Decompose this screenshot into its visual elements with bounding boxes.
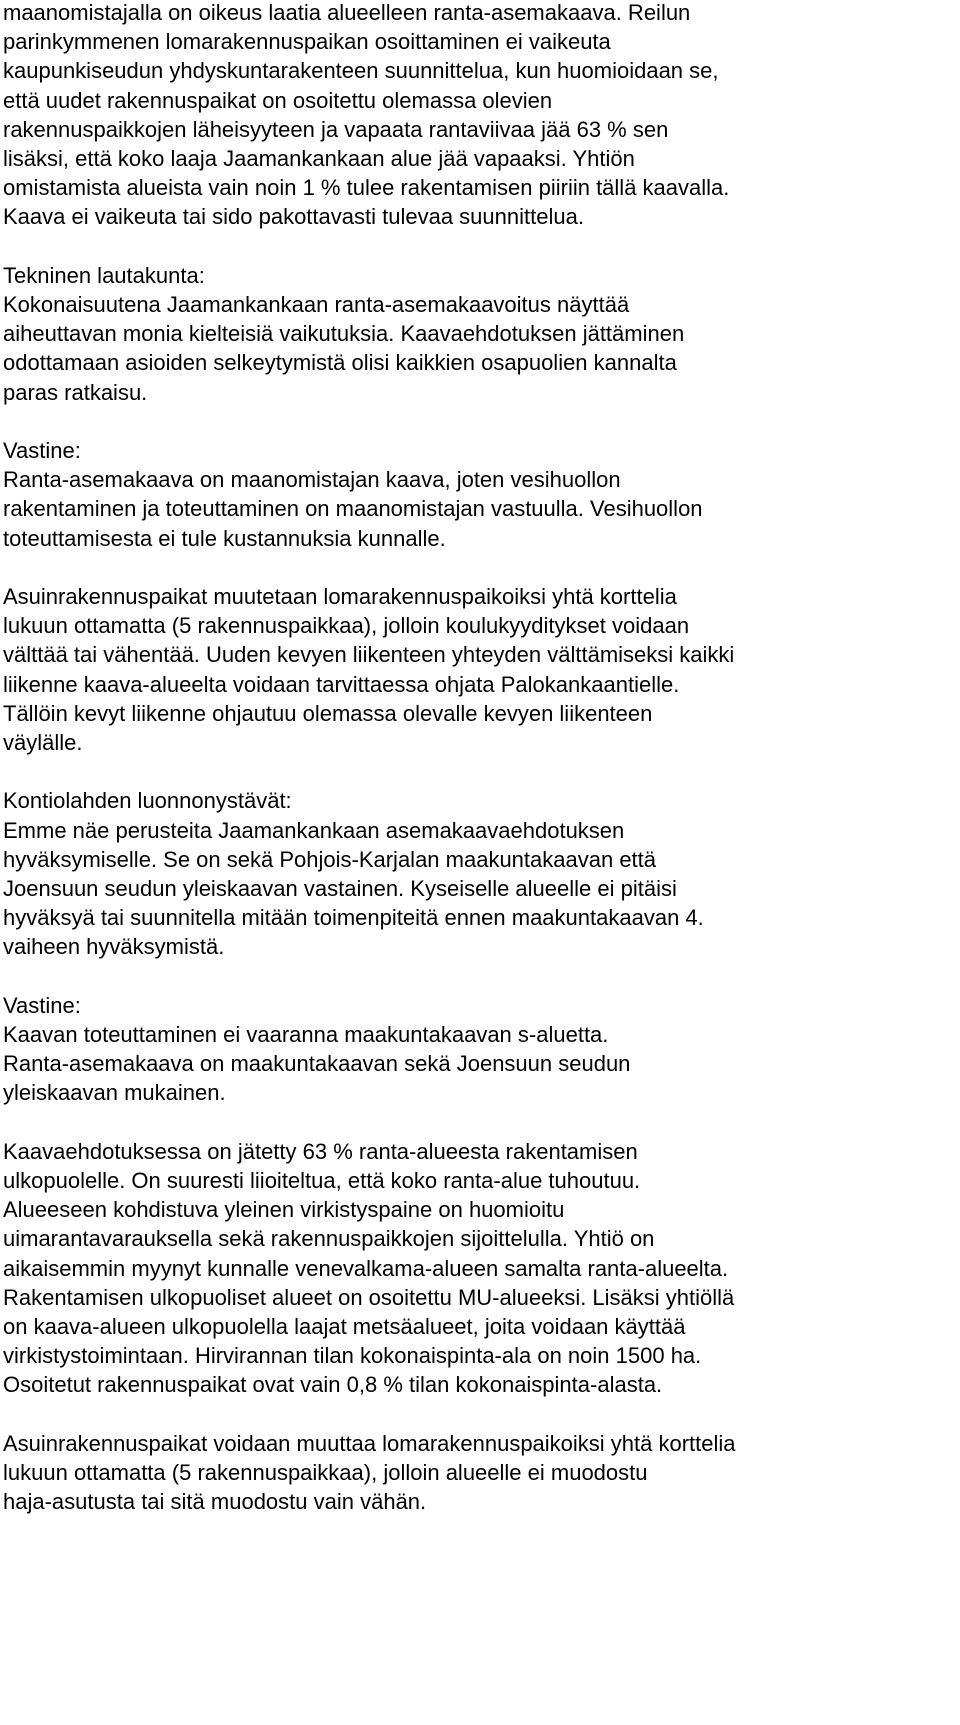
text-line: Asuinrakennuspaikat voidaan muuttaa lomarakennuspaikoiksi yhtä korttelia [3,1430,736,1456]
text-line: ulkopuolelle. On suuresti liioiteltua, että koko ranta-alue tuhoutuu. [3,1168,641,1194]
text-line: Kokonaisuutena Jaamankankaan ranta-asemakaavoitus näyttää [3,292,630,318]
text-line: vaiheen hyväksymistä. [3,934,225,960]
paragraph-section [0,786,960,961]
text-line: Rakentamisen ulkopuoliset alueet on osoitettu MU-alueeksi. Lisäksi yhtiöllä [3,1284,735,1310]
paragraph-section [0,1137,960,1400]
section-heading: Tekninen lautakunta: [3,262,205,288]
text-line: lukuun ottamatta (5 rakennuspaikkaa), jolloin alueelle ei muodostu [3,1460,648,1486]
text-line: väylälle. [3,730,83,756]
text-line: rakennuspaikkojen läheisyyteen ja vapaata rantaviivaa jää 63 % sen [3,116,669,142]
text-line: lisäksi, että koko laaja Jaamankankaan alue jää vapaaksi. Yhtiön [3,146,635,172]
text-line: aiheuttavan monia kielteisiä vaikutuksia. Kaavaehdotuksen jättäminen [3,321,685,347]
paragraph-section [0,1429,960,1517]
text-line: Alueeseen kohdistuva yleinen virkistyspaine on huomioitu [3,1197,565,1223]
text-line: yleiskaavan mukainen. [3,1080,226,1106]
text-line: virkistystoimintaan. Hirvirannan tilan kokonaispinta-ala on noin 1500 ha. [3,1343,702,1369]
text-line: paras ratkaisu. [3,379,148,405]
text-line: odottamaan asioiden selkeytymistä olisi kaikkien osapuolien kannalta [3,350,677,376]
text-line: Kaavan toteuttaminen ei vaaranna maakuntakaavan s-aluetta. [3,1022,609,1048]
section-heading: Vastine: [3,992,81,1018]
text-line: Kaavaehdotuksessa on jätetty 63 % ranta-alueesta rakentamisen [3,1138,638,1164]
text-line: välttää tai vähentää. Uuden kevyen liikenteen yhteyden välttämiseksi kaikki [3,642,735,668]
text-line: rakentaminen ja toteuttaminen on maanomistajan vastuulla. Vesihuollon [3,496,703,522]
text-line: lukuun ottamatta (5 rakennuspaikkaa), jolloin koulukyyditykset voidaan [3,613,690,639]
paragraph-section [0,261,960,407]
paragraph-section [0,0,960,232]
text-line: Emme näe perusteita Jaamankankaan asemakaavaehdotuksen [3,817,625,843]
text-line: Ranta-asemakaava on maanomistajan kaava, joten vesihuollon [3,467,621,493]
text-line: hyväksymiselle. Se on sekä Pohjois-Karjalan maakuntakaavan että [3,846,657,872]
section-heading: Kontiolahden luonnonystävät: [3,788,292,814]
text-line: Tällöin kevyt liikenne ohjautuu olemassa olevalle kevyen liikenteen [3,700,653,726]
text-line: haja-asutusta tai sitä muodostu vain vähän. [3,1489,427,1515]
paragraph-section [0,582,960,757]
text-line: Asuinrakennuspaikat muutetaan lomarakennuspaikoiksi yhtä korttelia [3,584,677,610]
section-heading: Vastine: [3,438,81,464]
text-line: Kaava ei vaikeuta tai sido pakottavasti tulevaa suunnittelua. [3,204,584,230]
text-line: aikaisemmin myynyt kunnalle venevalkama-alueen samalta ranta-alueelta. [3,1255,729,1281]
text-line: että uudet rakennuspaikat on osoitettu olemassa olevien [3,87,553,113]
text-line: liikenne kaava-alueelta voidaan tarvittaessa ohjata Palokankaantielle. [3,671,680,697]
text-line: toteuttamisesta ei tule kustannuksia kunnalle. [3,525,446,551]
text-line: kaupunkiseudun yhdyskuntarakenteen suunnittelua, kun huomioidaan se, [3,58,719,84]
text-line: omistamista alueista vain noin 1 % tulee rakentamisen piiriin tällä kaavalla. [3,175,730,201]
text-line: parinkymmenen lomarakennuspaikan osoittaminen ei vaikeuta [3,29,611,55]
text-line: hyväksyä tai suunnitella mitään toimenpiteitä ennen maakuntakaavan 4. [3,905,704,931]
paragraph-section [0,436,960,553]
text-line: Osoitetut rakennuspaikat ovat vain 0,8 % tilan kokonaispinta-alasta. [3,1372,663,1398]
text-line: uimarantavarauksella sekä rakennuspaikkojen sijoittelulla. Yhtiö on [3,1226,655,1252]
text-line: on kaava-alueen ulkopuolella laajat metsäalueet, joita voidaan käyttää [3,1314,686,1340]
text-line: Joensuun seudun yleiskaavan vastainen. Kyseiselle alueelle ei pitäisi [3,876,677,902]
paragraph-section [0,991,960,1108]
text-line: maanomistajalla on oikeus laatia alueelleen ranta-asemakaava. Reilun [3,0,691,25]
text-line: Ranta-asemakaava on maakuntakaavan sekä Joensuun seudun [3,1051,631,1077]
